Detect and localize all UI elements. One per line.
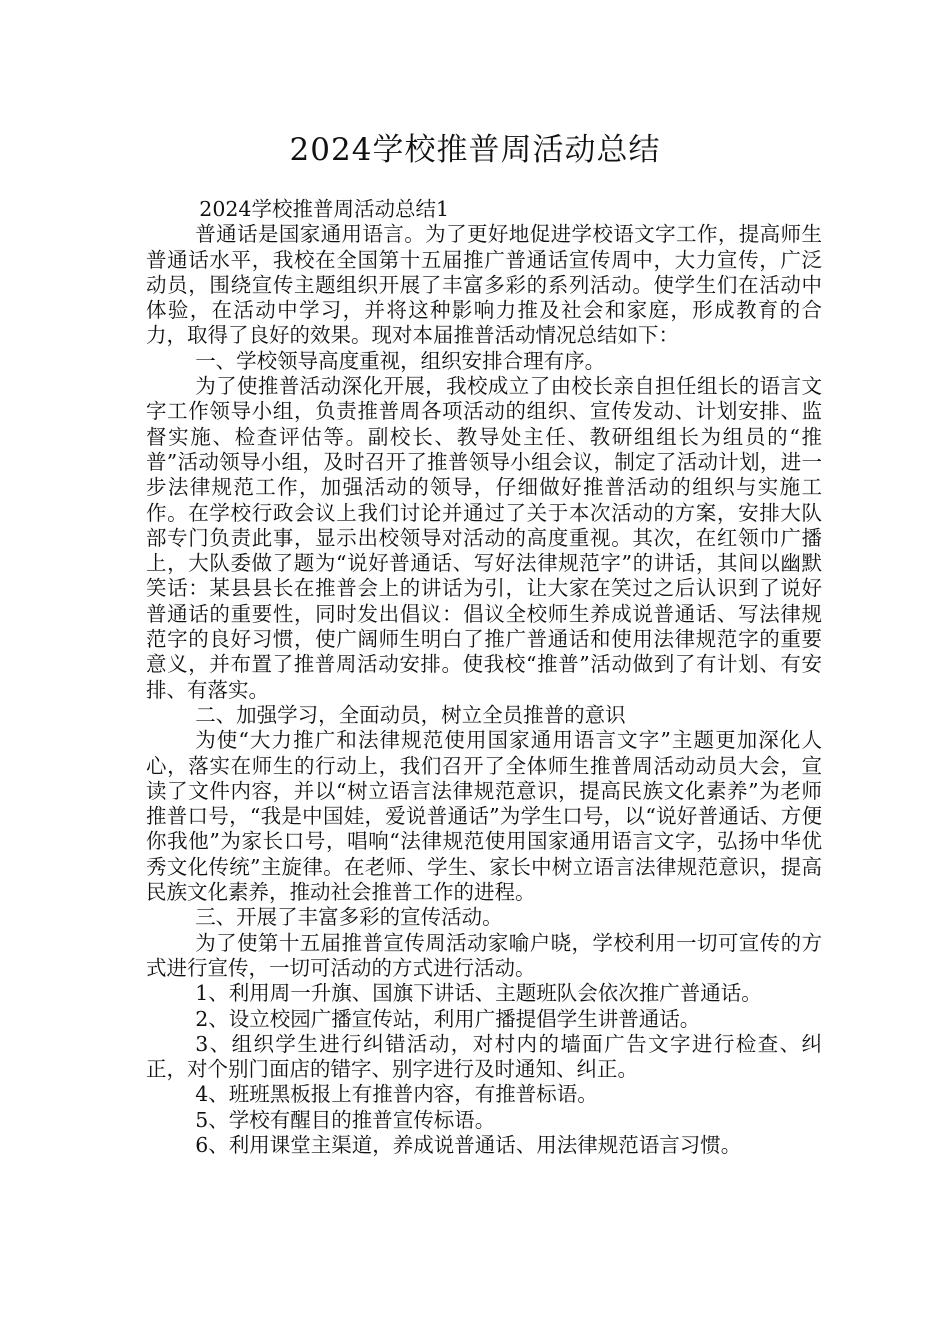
list-item-3: 3、组织学生进行纠错活动，对村内的墙面广告文字进行检查、纠正，对个别门面店的错字、别字进行及时通知、纠正。 xyxy=(146,1031,822,1082)
document-title: 2024学校推普周活动总结 xyxy=(289,132,661,168)
list-item-6: 6、利用课堂主渠道，养成说普通话、用法律规范语言习惯。 xyxy=(195,1132,742,1157)
paragraph-section-2: 为使“大力推广和法律规范使用国家通用语言文字”主题更加深化人心，落实在师生的行动上，我们召开了全体师生推普周活动动员大会，宣读了文件内容，并以“树立语言法律规范意识，提高民族文化素养”为老师推普口号，“我是中国娃，爱说普通话”为学生口号，以“说好普通话、方便你我他”为家长口号，唱响“法律规范使用国家通用语言文字，弘扬中华优秀文化传统”主旋律。在老师、学生、家长中树立语言法律规范意识，提高民族文化素养，推动社会推普工作的进程。 xyxy=(146,728,822,905)
paragraph-intro: 普通话是国家通用语言。为了更好地促进学校语文字工作，提高师生普通话水平，我校在全国第十五届推广普通话宣传周中，大力宣传，广泛动员，围绕宣传主题组织开展了丰富多彩的系列活动。使学生们在活动中体验，在活动中学习，并将这种影响力推及社会和家庭，形成教育的合力，取得了良好的效果。现对本届推普活动情况总结如下： xyxy=(146,222,822,348)
list-item-4: 4、班班黑板报上有推普内容，有推普标语。 xyxy=(195,1082,598,1107)
paragraph-section-3: 为了使第十五届推普宣传周活动家喻户晓，学校利用一切可宣传的方式进行宣传，一切可活动的方式进行活动。 xyxy=(146,930,822,980)
section-subtitle: 2024学校推普周活动总结1 xyxy=(199,197,450,221)
heading-section-3: 三、开展了丰富多彩的宣传活动。 xyxy=(195,905,503,930)
list-item-2: 2、设立校园广播宣传站，利用广播提倡学生讲普通话。 xyxy=(195,1006,701,1031)
list-item-5: 5、学校有醒目的推普宣传标语。 xyxy=(195,1107,496,1132)
document-body xyxy=(146,197,822,1158)
heading-section-2: 二、加强学习，全面动员，树立全员推普的意识 xyxy=(195,702,626,727)
list-item-1: 1、利用周一升旗、国旗下讲话、主题班队会依次推广普通话。 xyxy=(195,981,762,1006)
paragraph-section-1: 为了使推普活动深化开展，我校成立了由校长亲自担任组长的语言文字工作领导小组，负责推普周各项活动的组织、宣传发动、计划安排、监督实施、检查评估等。副校长、教导处主任、教研组组长为组员的“推普”活动领导小组，及时召开了推普领导小组会议，制定了活动计划，进一步法律规范工作，加强活动的领导，仔细做好推普活动的组织与实施工作。在学校行政会议上我们讨论并通过了关于本次活动的方案，安排大队部专门负责此事，显示出校领导对活动的高度重视。其次，在红领巾广播上，大队委做了题为“说好普通话、写好法律规范字”的讲话，其间以幽默笑话：某县县长在推普会上的讲话为引，让大家在笑过之后认识到了说好普通话的重要性，同时发出倡议：倡议全校师生养成说普通话、写法律规范字的良好习惯，使广阔师生明白了推广普通话和使用法律规范字的重要意义，并布置了推普周活动安排。使我校“推普”活动做到了有计划、有安排、有落实。 xyxy=(146,374,822,702)
heading-section-1: 一、学校领导高度重视，组织安排合理有序。 xyxy=(195,348,606,373)
